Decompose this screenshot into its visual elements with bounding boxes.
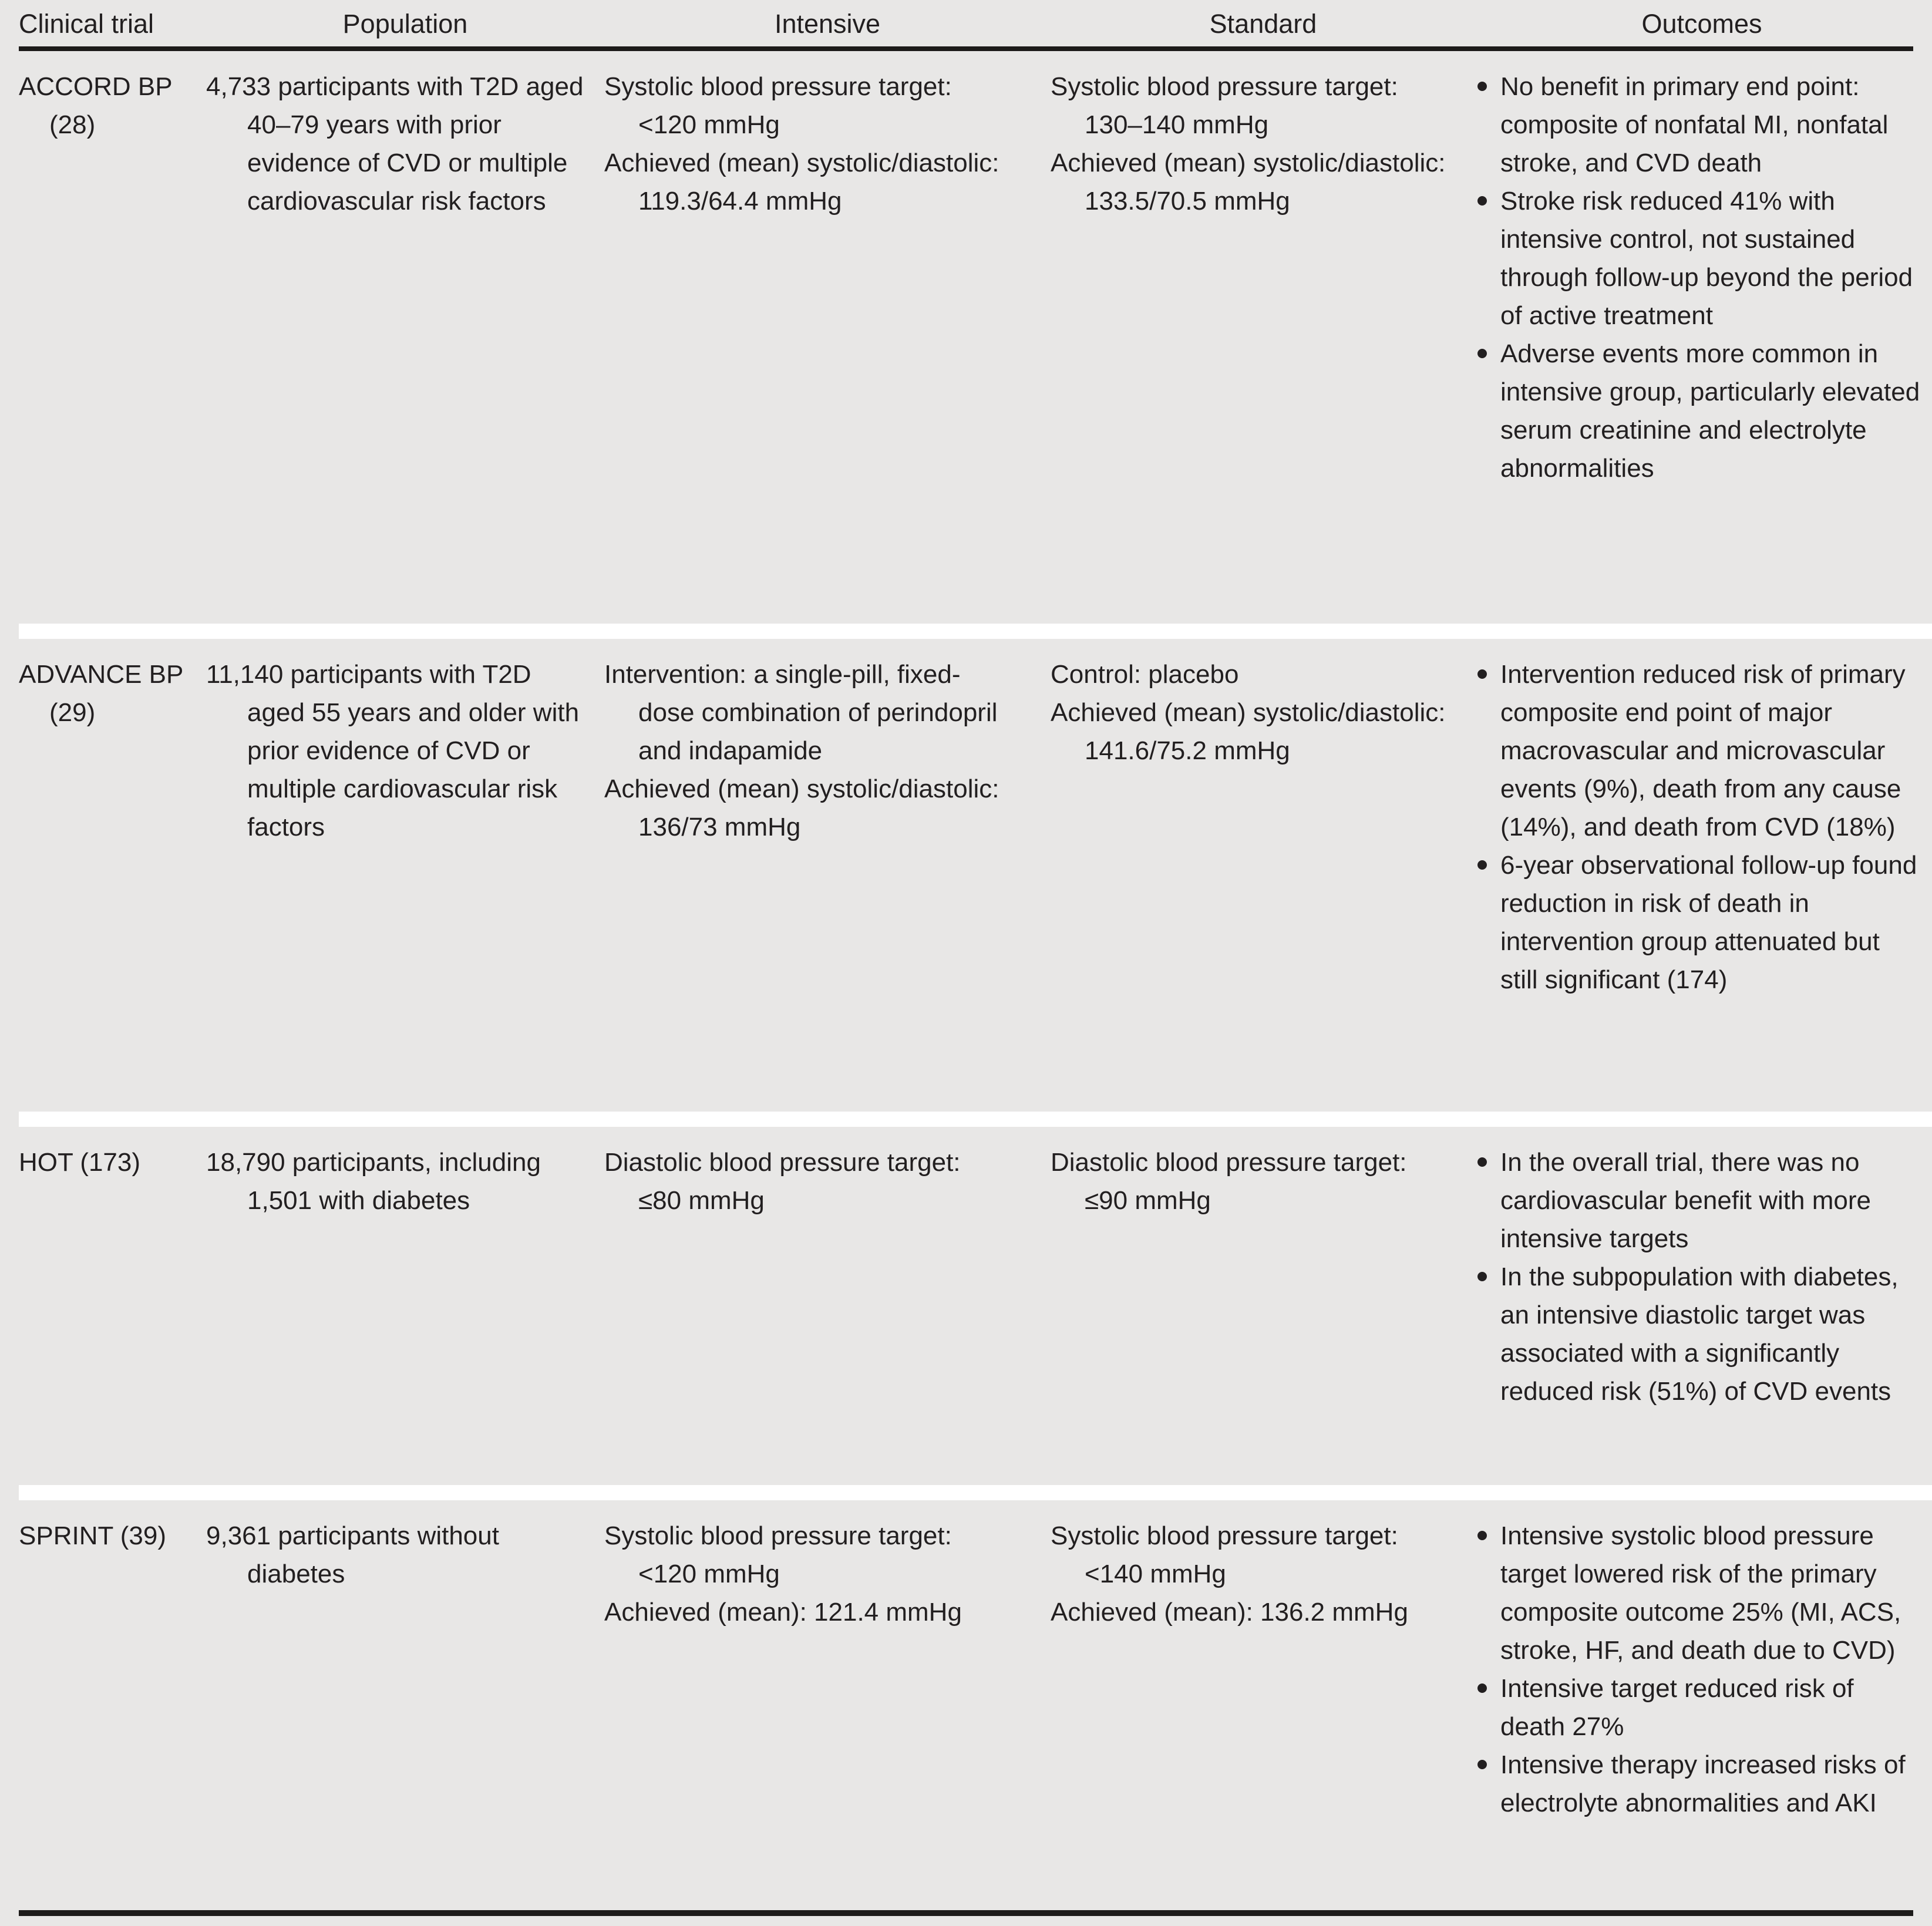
table-row	[19, 624, 1932, 1112]
intensive-text: Systolic blood pressure target: <120 mmHg	[604, 72, 952, 139]
outcome-text: Adverse events more common in intensive group, particularly elevated serum creatinine and electrolyte abnormalities	[1500, 339, 1920, 483]
standard-text: Systolic blood pressure target: <140 mmHg	[1051, 1521, 1398, 1588]
outcome-text: Intensive systolic blood pressure target lowered risk of the primary composite outcome 25% (MI, ACS, stroke, HF, and death due to CVD)	[1500, 1521, 1901, 1665]
outcome-text: 6-year observational follow-up found reduction in risk of death in intervention group attenuated but still significant (174)	[1500, 851, 1917, 994]
column-header-outcomes: Outcomes	[1641, 9, 1762, 39]
trial-name: HOT (173)	[19, 1148, 141, 1177]
trial-cell	[19, 655, 206, 1097]
standard-text: Control: placebo	[1051, 660, 1239, 689]
population-text: 11,140 participants with T2D aged 55 years and older with prior evidence of CVD or multiple cardiovascular risk factors	[206, 660, 580, 841]
standard-cell	[1051, 68, 1476, 610]
bullet-icon	[1477, 1157, 1487, 1167]
trial-reference: (28)	[49, 110, 96, 139]
outcomes-cell	[1476, 1517, 1928, 1895]
outcome-item	[1476, 1258, 1922, 1410]
column-header-population: Population	[342, 9, 468, 39]
column-header-intensive: Intensive	[774, 9, 881, 39]
trial-reference: (29)	[49, 698, 96, 727]
trial-name: ADVANCE BP	[19, 660, 184, 689]
population-cell	[206, 1517, 604, 1895]
outcomes-cell	[1476, 1143, 1928, 1471]
outcome-text: Stroke risk reduced 41% with intensive control, not sustained through follow-up beyond the period of active treatment	[1500, 187, 1913, 330]
outcome-text: In the overall trial, there was no cardiovascular benefit with more intensive targets	[1500, 1148, 1871, 1253]
standard-text: Achieved (mean) systolic/diastolic: 133.5/70.5 mmHg	[1051, 149, 1446, 216]
outcomes-cell	[1476, 655, 1928, 1097]
outcomes-cell	[1476, 68, 1928, 610]
outcome-item	[1476, 655, 1922, 846]
outcome-text: In the subpopulation with diabetes, an intensive diastolic target was associated with a significantly reduced risk (51%) of CVD events	[1500, 1262, 1899, 1406]
trial-cell	[19, 1517, 206, 1895]
population-text: 4,733 participants with T2D aged 40–79 years with prior evidence of CVD or multiple cardiovascular risk factors	[206, 72, 584, 216]
intensive-cell	[604, 1517, 1051, 1895]
trial-name: ACCORD BP	[19, 72, 173, 101]
intensive-cell	[604, 1143, 1051, 1471]
standard-cell	[1051, 1143, 1476, 1471]
table-row	[19, 1485, 1932, 1909]
intensive-text: Achieved (mean): 121.4 mmHg	[604, 1598, 962, 1627]
trial-name: SPRINT (39)	[19, 1521, 167, 1550]
trial-cell	[19, 1143, 206, 1471]
trial-cell	[19, 68, 206, 610]
table-header	[19, 0, 1913, 51]
bullet-icon	[1477, 1683, 1487, 1693]
bullet-icon	[1477, 1272, 1487, 1281]
table-row	[19, 51, 1932, 624]
population-text: 18,790 participants, including 1,501 with diabetes	[206, 1148, 541, 1215]
bullet-icon	[1477, 1760, 1487, 1769]
intensive-cell	[604, 655, 1051, 1097]
standard-cell	[1051, 1517, 1476, 1895]
outcome-item	[1476, 182, 1922, 335]
outcome-item	[1476, 846, 1922, 999]
bullet-icon	[1477, 1531, 1487, 1540]
column-header-standard: Standard	[1209, 9, 1317, 39]
outcome-text: No benefit in primary end point: composite of nonfatal MI, nonfatal stroke, and CVD death	[1500, 72, 1889, 177]
outcome-text: Intervention reduced risk of primary composite end point of major macrovascular and microvascular events (9%), death from any cause (14%), and death from CVD (18%)	[1500, 660, 1906, 841]
standard-text: Achieved (mean): 136.2 mmHg	[1051, 1598, 1408, 1627]
intensive-cell	[604, 68, 1051, 610]
standard-text: Achieved (mean) systolic/diastolic: 141.6/75.2 mmHg	[1051, 698, 1446, 765]
outcome-item	[1476, 1746, 1922, 1822]
outcome-text: Intensive target reduced risk of death 27%	[1500, 1674, 1854, 1741]
column-header-clinical-trial: Clinical trial	[19, 9, 154, 39]
intensive-text: Intervention: a single-pill, fixed-dose combination of perindopril and indapamide	[604, 660, 998, 765]
bullet-icon	[1477, 82, 1487, 91]
population-text: 9,361 participants without diabetes	[206, 1521, 499, 1588]
intensive-text: Diastolic blood pressure target: ≤80 mmHg	[604, 1148, 961, 1215]
outcome-item	[1476, 68, 1922, 182]
outcome-item	[1476, 335, 1922, 487]
intensive-text: Systolic blood pressure target: <120 mmHg	[604, 1521, 952, 1588]
standard-text: Diastolic blood pressure target: ≤90 mmHg	[1051, 1148, 1407, 1215]
bullet-icon	[1477, 349, 1487, 358]
outcome-item	[1476, 1143, 1922, 1258]
standard-cell	[1051, 655, 1476, 1097]
table-row	[19, 1112, 1932, 1485]
intensive-text: Achieved (mean) systolic/diastolic: 136/73 mmHg	[604, 775, 999, 841]
standard-text: Systolic blood pressure target: 130–140 mmHg	[1051, 72, 1398, 139]
intensive-text: Achieved (mean) systolic/diastolic: 119.3/64.4 mmHg	[604, 149, 999, 216]
table-body	[19, 51, 1932, 1909]
population-cell	[206, 1143, 604, 1471]
outcome-item	[1476, 1517, 1922, 1669]
outcome-text: Intensive therapy increased risks of electrolyte abnormalities and AKI	[1500, 1750, 1906, 1817]
population-cell	[206, 68, 604, 610]
bullet-icon	[1477, 669, 1487, 679]
outcome-item	[1476, 1669, 1922, 1746]
bullet-icon	[1477, 196, 1487, 206]
population-cell	[206, 655, 604, 1097]
bullet-icon	[1477, 860, 1487, 870]
table-bottom-rule	[19, 1910, 1913, 1916]
